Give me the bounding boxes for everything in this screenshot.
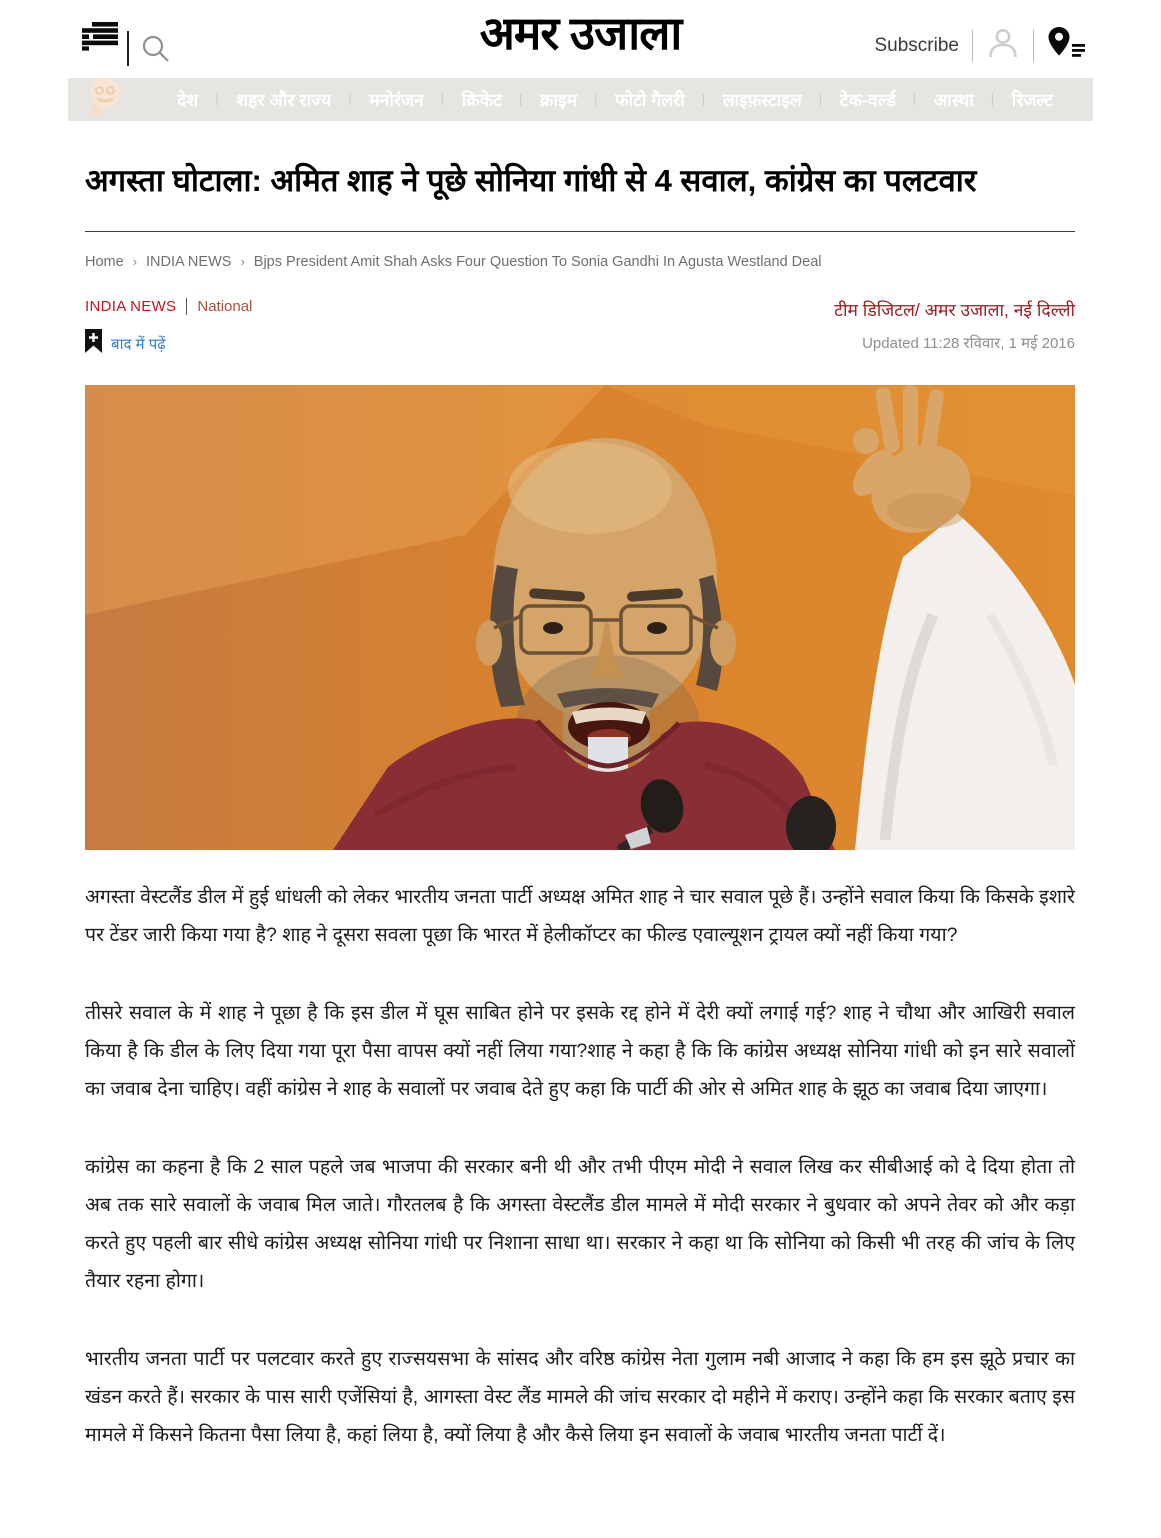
- nav-item-label: क्राइम: [540, 89, 578, 110]
- header-divider: [1033, 30, 1034, 62]
- byline: टीम डिजिटल/ अमर उजाला, नई दिल्ली: [834, 300, 1075, 320]
- site-header: [0, 0, 1161, 78]
- header-actions: [875, 26, 1088, 65]
- article-paragraph: कांग्रेस का कहना है कि 2 साल पहले जब भाजपा की सरकार बनी थी और तभी पीएम मोदी ने सवाल लिख कर सीबीआई को दे दिया होता तो अब तक सारे सवालों के जवाब मिल जाते। गौरतलब है कि अगस्ता वेस्टलैंड डील मामले में मोदी सरकार ने बुधवार को अपने तेवर को और कड़ा करते हुए पहली बार सीधे कांग्रेस अध्यक्ष सोनिया गांधी पर निशाना साधा था। सरकार ने कहा था कि सोनिया को किसी भी तरह की जांच के लिए तैयार रहना होगा।: [85, 1156, 1075, 1292]
- nav-item[interactable]: [993, 88, 1072, 112]
- article-image: [85, 385, 1075, 850]
- nav-item-label: क्रिकेट: [461, 89, 502, 110]
- nav-item-label: देश: [177, 89, 199, 110]
- nav-item[interactable]: [350, 88, 443, 112]
- subscribe-link[interactable]: Subscribe: [874, 34, 959, 56]
- nav-item-label: शहर और राज्य: [236, 89, 332, 110]
- nav-item-label: लाइफ़स्टाइल: [722, 89, 802, 110]
- article-paragraph: तीसरे सवाल के में शाह ने पूछा है कि इस डील में घूस साबित होने पर इसके रद्द होने में देरी क्यों लगाई गई? शाह ने चौथा और आखिरी सवाल किया है कि डील के लिए दिया गया पूरा पैसा वापस क्यों नहीं लिया गया?शाह ने कहा है कि कि कांग्रेस अध्यक्ष सोनिया गांधी को इन सारे सवालों का जवाब देना चाहिए। वहीं कांग्रेस ने शाह के सवालों पर जवाब देते हुए कहा कि पार्टी की ओर से अमित शाह के झूठ का जवाब दिया जाएगा।: [85, 1002, 1075, 1100]
- breadcrumb-separator: ›: [132, 254, 138, 269]
- meta-right: [834, 298, 1075, 353]
- nav-item[interactable]: [821, 88, 915, 112]
- read-later-button[interactable]: [85, 329, 252, 358]
- nav-item[interactable]: [915, 88, 993, 112]
- header-divider: [972, 30, 973, 62]
- nav-item-label: आस्था: [933, 89, 974, 110]
- nav-item[interactable]: [704, 88, 821, 112]
- nav-item[interactable]: [158, 88, 217, 112]
- breadcrumb-india-news[interactable]: INDIA NEWS: [146, 254, 232, 270]
- nav-item[interactable]: [443, 88, 521, 112]
- article-content: [85, 155, 1075, 1454]
- breadcrumb-current-page: Bjps President Amit Shah Asks Four Question To Sonia Gandhi In Agusta Westland Deal: [253, 254, 822, 270]
- category-divider: [186, 298, 187, 315]
- article-paragraph: भारतीय जनता पार्टी पर पलटवार करते हुए राज्सयसभा के सांसद और वरिष्ठ कांग्रेस नेता गुलाम नबी आजाद ने कहा कि हम इस झूठे प्रचार का खंडन करते हैं। सरकार के पास सारी एजेंसियां है, आगस्ता वेस्ट लैंड मामले की जांच सरकार दो महीने में कराए। उन्होंने कहा कि सरकार बताए इस मामले में किसने कितना पैसा लिया है, कहां लिया है, क्यों लिया है और कैसे लिया इन सवालों के जवाब भारतीय जनता पार्टी दें।: [85, 1348, 1075, 1446]
- meta-left: [85, 298, 252, 358]
- bookmark-plus-icon: [85, 329, 102, 358]
- article-body: [85, 878, 1075, 1454]
- subcategory-link[interactable]: National: [197, 298, 253, 315]
- nav-menu: [158, 88, 1072, 112]
- nav-item-label: फोटो गैलरी: [615, 89, 685, 110]
- breadcrumb-separator: ›: [240, 254, 245, 269]
- category-row: [85, 298, 252, 315]
- breadcrumb-home[interactable]: Home: [85, 254, 124, 270]
- nav-item[interactable]: [596, 88, 704, 112]
- nav-item[interactable]: [217, 88, 350, 112]
- user-profile-icon[interactable]: [986, 26, 1020, 65]
- breadcrumb: [85, 254, 1075, 270]
- read-later-label: बाद में पढ़ें: [111, 335, 166, 353]
- article-paragraph: अगस्ता वेस्टलैंड डील में हुई धांधली को लेकर भारतीय जनता पार्टी अध्यक्ष अमित शाह ने चार सवाल पूछे हैं। उन्होंने सवाल किया कि किसके इशारे पर टेंडर जारी किया गया है? शाह ने दूसरा सवला पूछा कि भारत में हेलीकॉप्टर का फील्ड एवाल्यूशन ट्रायल क्यों नहीं किया गया?: [85, 886, 1075, 946]
- category-link[interactable]: INDIA NEWS: [85, 298, 177, 315]
- mascot-icon: [86, 76, 122, 123]
- article-headline: अगस्ता घोटाला: अमित शाह ने पूछे सोनिया गांधी से 4 सवाल, कांग्रेस का पलटवार: [85, 163, 977, 198]
- article-meta: [85, 298, 1075, 358]
- city-selector-icon[interactable]: [1047, 26, 1087, 65]
- nav-item-label: मनोरंजन: [369, 89, 424, 110]
- nav-item[interactable]: [521, 88, 596, 112]
- nav-item-label: टेक-वर्ल्ड: [839, 89, 896, 110]
- nav-item-label: रिजल्ट: [1011, 89, 1053, 110]
- amar-ujala-logo[interactable]: अमर उजाला: [479, 7, 682, 59]
- primary-navbar: [68, 78, 1093, 121]
- updated-timestamp: Updated 11:28 रविवार, 1 मई 2016: [862, 335, 1075, 352]
- headline-divider: [85, 231, 1075, 232]
